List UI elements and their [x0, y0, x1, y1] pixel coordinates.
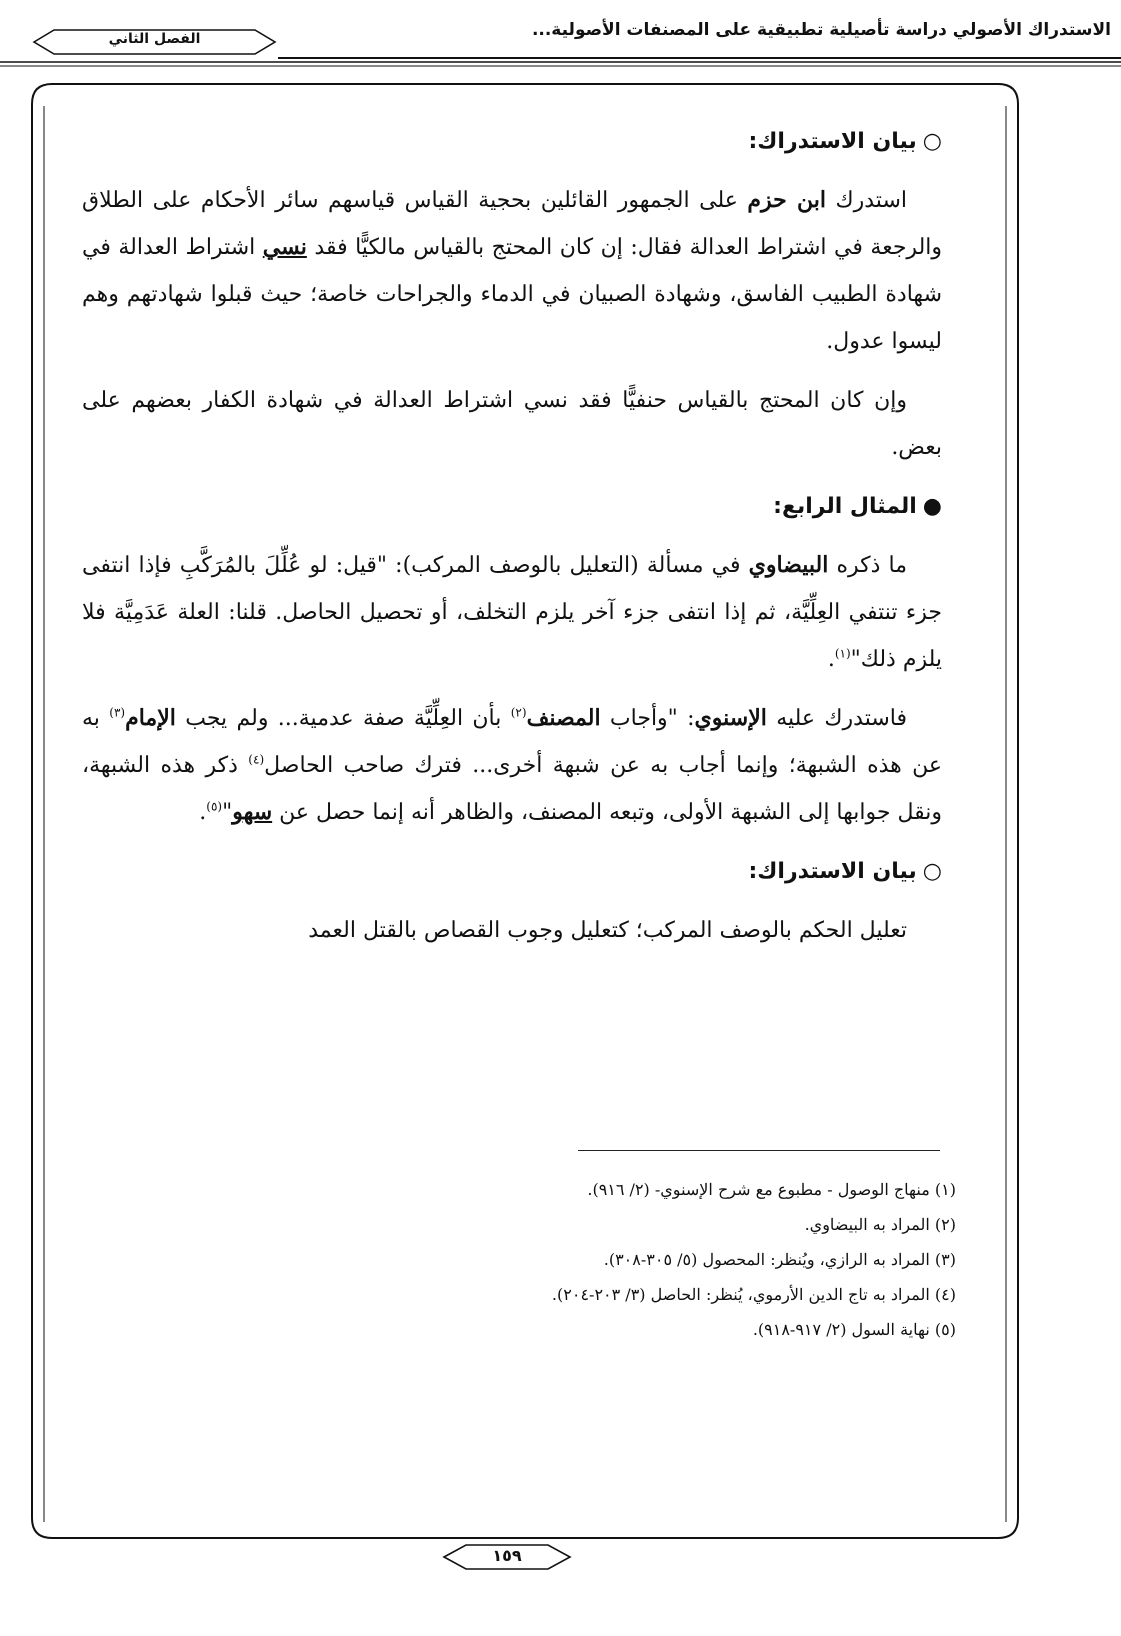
paragraph-4: فاستدرك عليه الإسنوي: "وأجاب المصنف$^{(٢)}$ بأن العِلِّيَّة صفة عدمية... ولم يجب الإمام$^{(٣)}$ به عن هذه الشبهة؛ وإنما أجاب به عن شبهة أخرى... فترك صاحب الحاصل$^{(٤)}$ ذكر هذه الشبهة، ونقل جوابها إلى الشبهة الأولى، وتبعه المصنف، والظاهر أنه إنما حصل عن سهو"$^{(٥)}$.: [82, 705, 942, 825]
footnote-marker: (٥): [206, 799, 223, 814]
page-number-badge: [442, 1542, 572, 1572]
footnote-marker: (٤): [248, 752, 265, 767]
chapter-tab: [32, 28, 277, 56]
footnote-item: (٤) المراد به تاج الدين الأرموي، يُنظر: الحاصل (٣/ ٢٠٣-٢٠٤).: [551, 1285, 956, 1304]
paragraph-1: استدرك ابن حزم على الجمهور القائلين بحجية القياس قياسهم سائر الأحكام على الطلاق والرجعة في اشتراط العدالة فقال: إن كان المحتج بالقياس مالكيًّا فقد نسي اشتراط العدالة في شهادة الطبيب الفاسق، وشهادة الصبيان في الدماء والجراحات خاصة؛ حيث قبلوا شهادتهم وهم ليسوا عدول.: [82, 187, 943, 354]
word-nasi: نسي: [262, 234, 307, 260]
name-isnawi: الإسنوي: [694, 705, 767, 731]
section-heading-2: ●المثال الرابع:: [773, 494, 942, 519]
word-imam: الإمام: [125, 705, 176, 731]
page-number: ١٥٩: [492, 1546, 522, 1565]
chapter-label: الفصل الثاني: [108, 31, 201, 47]
header-rule: [0, 56, 1121, 68]
name-ibn-hazm: ابن حزم: [747, 187, 826, 213]
footnote-separator: [578, 1150, 940, 1151]
filled-circle-icon: ●: [922, 494, 942, 519]
footnote-item: (١) منهاج الوصول - مطبوع مع شرح الإسنوي- (٢/ ٩١٦).: [587, 1180, 956, 1199]
footnote-item: (٢) المراد به البيضاوي.: [804, 1215, 956, 1234]
footnote-item: (٣) المراد به الرازي، ويُنظر: المحصول (٥/ ٣٠٥-٣٠٨).: [603, 1250, 956, 1269]
word-musannif: المصنف: [526, 705, 601, 731]
paragraph-3: ما ذكره البيضاوي في مسألة (التعليل بالوصف المركب): "قيل: لو عُلِّلَ بالمُرَكَّبِ فإذا انتفى جزء تنتفي العِلِّيَّة، ثم إذا انتفى جزء آخر يلزم التخلف، أو تحصيل الحاصل. قلنا: العلة عَدَمِيَّة فلا يلزم ذلك"$^{(١)}$.: [82, 552, 942, 672]
hollow-circle-icon: ○: [922, 859, 942, 884]
word-sahw: سهو: [232, 799, 273, 825]
footnote-item: (٥) نهاية السول (٢/ ٩١٧-٩١٨).: [752, 1320, 956, 1339]
footnote-marker: (٣): [109, 705, 126, 720]
section-heading-1: ○بيان الاستدراك:: [748, 129, 942, 154]
hollow-circle-icon: ○: [922, 129, 942, 154]
paragraph-2: وإن كان المحتج بالقياس حنفيًّا فقد نسي اشتراط العدالة في شهادة الكفار بعضهم على بعض.: [82, 388, 942, 460]
paragraph-5: تعليل الحكم بالوصف المركب؛ كتعليل وجوب القصاص بالقتل العمد: [308, 918, 907, 943]
footnote-marker: (٢): [510, 705, 527, 720]
main-text: [82, 118, 942, 966]
section-heading-3: ○بيان الاستدراك:: [748, 859, 942, 884]
name-baydawi: البيضاوي: [748, 552, 829, 578]
footnote-marker: (١): [834, 646, 851, 661]
footnotes: [136, 1172, 956, 1347]
running-header-title: الاستدراك الأصولي دراسة تأصيلية تطبيقية على المصنفات الأصولية...: [531, 20, 1111, 40]
